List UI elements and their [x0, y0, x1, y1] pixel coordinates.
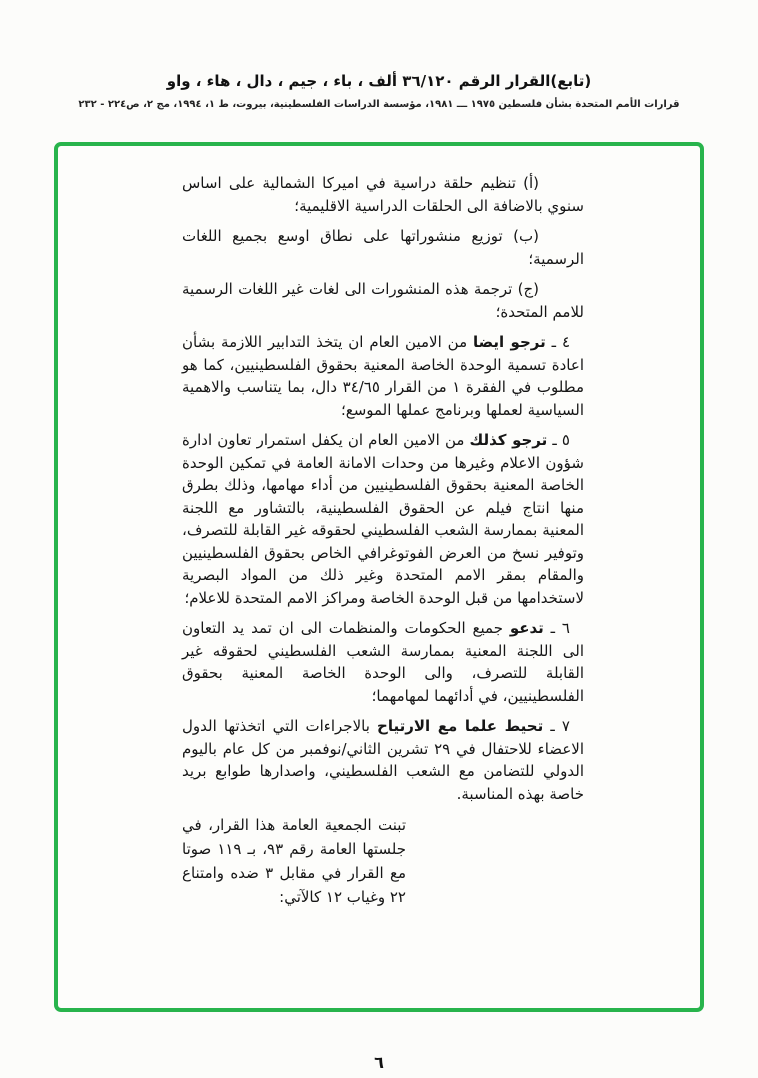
clause-7-text: بالاجراءات التي اتخذتها الدول الاعضاء للاحتفال في ٢٩ تشرين الثاني/نوفمبر من كل عام باليوم الدولي للتضامن مع الشعب الفلسطيني، واصدارها طوابع بريد خاصة بهذه المناسبة.	[182, 717, 584, 803]
clause-6	[182, 617, 584, 707]
clause-6-lead: تدعو	[509, 619, 544, 637]
page-number: ٦	[374, 1053, 384, 1072]
clause-4-number: ٤ ـ	[551, 333, 570, 351]
clause-6-number: ٦ ـ	[550, 619, 570, 637]
clause-4-text: من الامين العام ان يتخذ التدابير اللازمة بشأن اعادة تسمية الوحدة الخاصة المعنية بحقوق الفلسطينيين، كما هو مطلوب في الفقرة ١ من القرار ٣٤/٦٥ دال، بما يتناسب والاهمية السياسية لعملها وبرنامج عملها الموسع؛	[182, 333, 584, 419]
subitem-c: (ج) ترجمة هذه المنشورات الى لغات غير اللغات الرسمية للامم المتحدة؛	[182, 280, 584, 321]
clause-5-text: من الامين العام ان يكفل استمرار تعاون ادارة شؤون الاعلام وغيرها من وحدات الامانة العامة في تمكين الوحدة الخاصة المعنية بحقوق الفلسطينيين من أداء مهامها، وذلك بطرق منها انتاج فيلم عن الحقوق الفلسطينية، بالتشاور مع اللجنة المعنية بممارسة الشعب الفلسطيني لحقوقه غير القابلة للتصرف، وتوفير نسخ من العرض الفوتوغرافي الخاص بحقوق الفلسطينيين والمقام بمقر الامم المتحدة وغير ذلك من المواد البصرية لاستخدامها من قبل الوحدة الخاصة ومراكز الامم المتحدة للاعلام؛	[182, 431, 584, 607]
clause-5-lead: ترجو كذلك	[469, 431, 548, 449]
clause-7	[182, 715, 584, 805]
highlighted-text-region	[54, 142, 704, 1012]
adoption-note: تبنت الجمعية العامة هذا القرار، في جلستها العامة رقم ٩٣، بـ ١١٩ صوتا مع القرار في مقابل ٣ ضده وامتناع ٢٢ وغياب ١٢ كالآتي:	[182, 816, 407, 906]
clause-7-lead: تحيط علما مع الارتياح	[377, 717, 544, 735]
document-header	[0, 0, 758, 110]
clause-6-text: جميع الحكومات والمنظمات الى ان تمد يد التعاون الى اللجنة المعنية بممارسة الشعب الفلسطيني لحقوقه غير القابلة للتصرف، والى الوحدة الخاصة المعنية بحقوق الفلسطينيين، في أدائهما لمهامهما؛	[182, 619, 584, 705]
clause-7-number: ٧ ـ	[550, 717, 570, 735]
clause-4	[182, 331, 584, 421]
clause-4-lead: ترجو ايضا	[473, 333, 546, 351]
resolution-title: (تابع)القرار الرقم ٣٦/١٢٠ ألف ، باء ، جيم ، دال ، هاء ، واو	[166, 72, 592, 90]
subitem-a: (أ) تنظيم حلقة دراسية في اميركا الشمالية على اساس سنوي بالاضافة الى الحلقات الدراسية الاقليمية؛	[182, 174, 584, 215]
subitem-b: (ب) توزيع منشوراتها على نطاق اوسع بجميع اللغات الرسمية؛	[182, 227, 584, 268]
source-citation: قرارات الأمم المتحدة بشأن فلسطين ١٩٧٥ ـــ ١٩٨١، مؤسسة الدراسات الفلسطينية، بيروت، ط ١، ١٩٩٤، مج ٢، ص٢٢٤ - ٢٣٢	[78, 99, 680, 110]
clause-5	[182, 429, 584, 609]
clause-5-number: ٥ ـ	[552, 431, 570, 449]
page-footer	[0, 1053, 758, 1072]
